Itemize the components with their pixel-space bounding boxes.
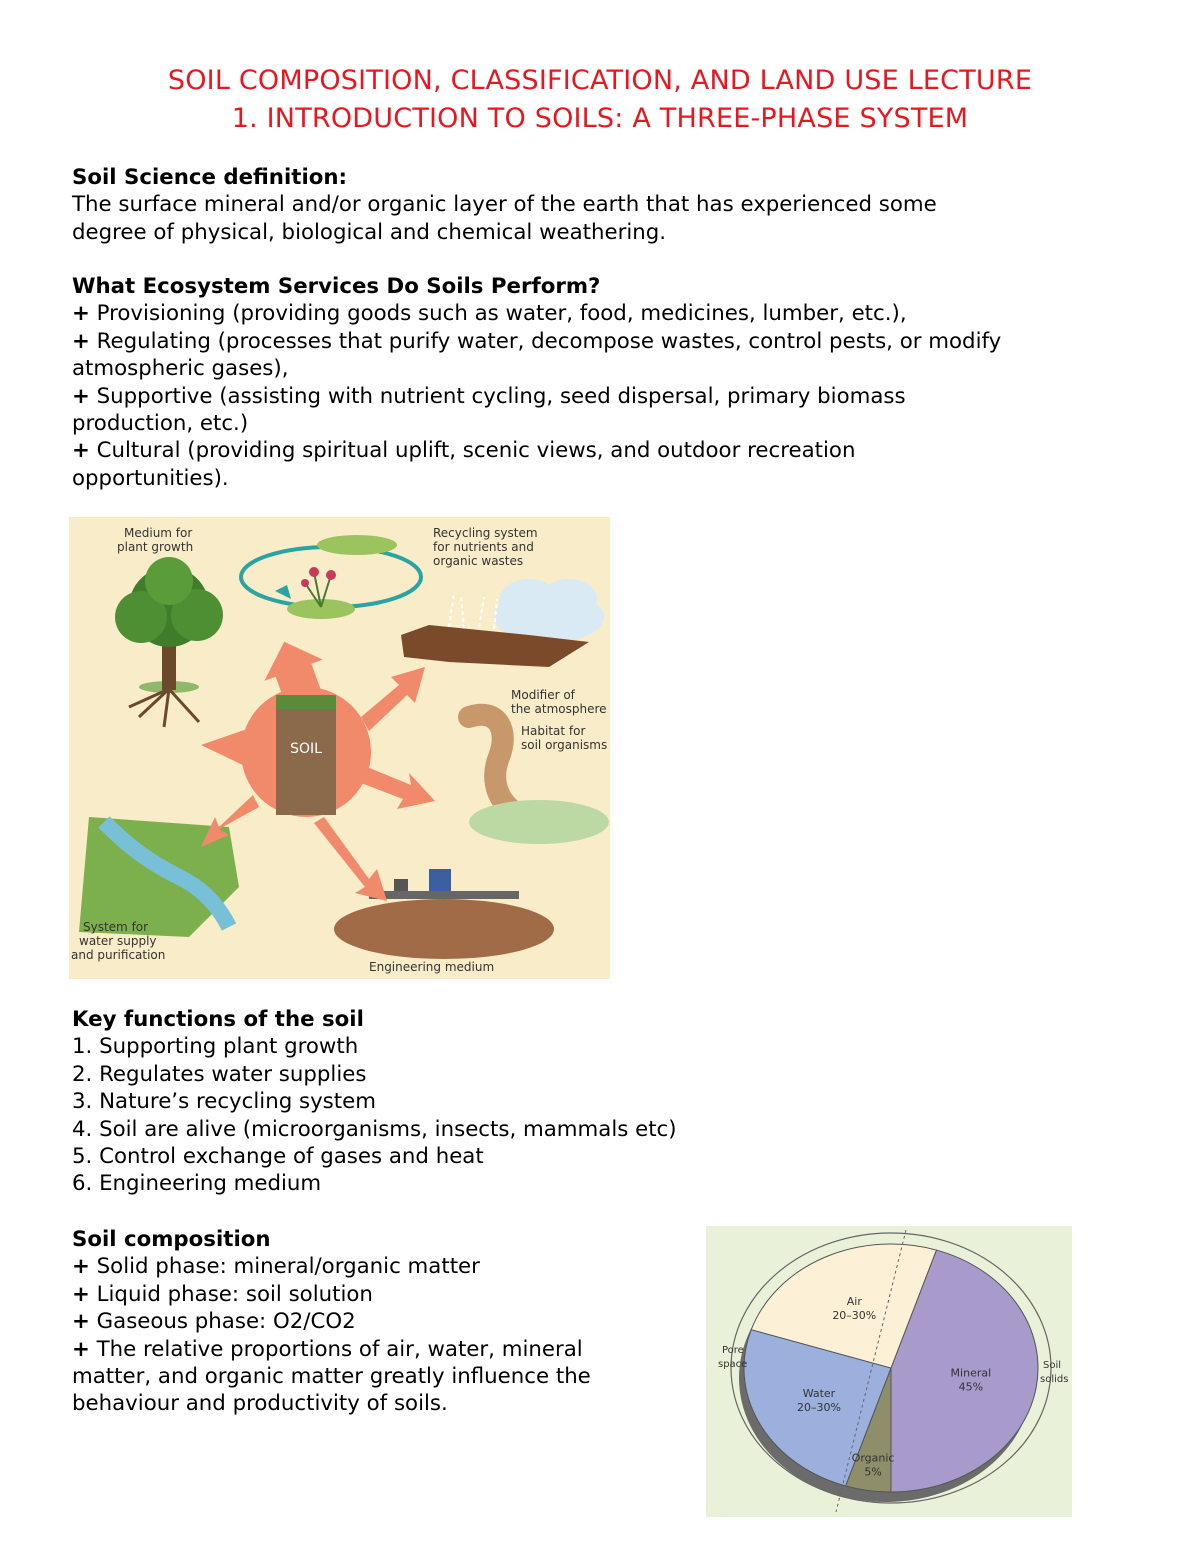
definition-text-line-1: The surface mineral and/or organic layer of the earth that has experienced some bbox=[72, 192, 937, 218]
pie-label-air: Air bbox=[846, 1295, 862, 1309]
pie-value-label-water: 20–30% bbox=[796, 1400, 841, 1414]
definition-heading: Soil Science definition: bbox=[72, 165, 348, 190]
composition-item: + Liquid phase: soil solution bbox=[72, 1281, 373, 1307]
key-functions-section bbox=[72, 1006, 772, 1198]
label-water-3: and purification bbox=[71, 948, 166, 962]
key-function-item: 1. Supporting plant growth bbox=[72, 1034, 359, 1060]
pore-space-label-1: Pore bbox=[722, 1345, 744, 1356]
composition-heading: Soil composition bbox=[72, 1227, 271, 1252]
pore-space-label-2: space bbox=[718, 1359, 748, 1370]
ecosystem-item-continuation: opportunities). bbox=[72, 465, 229, 491]
key-function-item: 3. Nature’s recycling system bbox=[72, 1089, 376, 1115]
label-recycling-3: organic wastes bbox=[433, 554, 524, 568]
pie-label-water: Water bbox=[802, 1386, 836, 1400]
plus-icon: + bbox=[72, 383, 90, 409]
soil-solids-label-1: Soil bbox=[1043, 1360, 1062, 1371]
label-habitat-2: soil organisms bbox=[521, 738, 608, 752]
pie-label-mineral: Mineral bbox=[950, 1366, 992, 1380]
pie-value-label-organic: 5% bbox=[864, 1465, 882, 1479]
soil-functions-illustration bbox=[69, 517, 610, 979]
ecosystem-services-section bbox=[72, 273, 1152, 492]
plus-icon: + bbox=[72, 301, 90, 327]
label-recycling-2: for nutrients and bbox=[433, 540, 534, 554]
gas-exchange-arrows-icon bbox=[449, 592, 497, 629]
ecosystem-heading: What Ecosystem Services Do Soils Perform? bbox=[72, 274, 601, 299]
definition-section bbox=[72, 164, 1152, 246]
tree-icon bbox=[115, 557, 223, 727]
label-habitat-1: Habitat for bbox=[521, 724, 586, 738]
composition-item-continuation: behaviour and productivity of soils. bbox=[72, 1391, 448, 1417]
key-function-item: 2. Regulates water supplies bbox=[72, 1061, 367, 1087]
ecosystem-item: + Supportive (assisting with nutrient cycling, seed dispersal, primary biomass bbox=[72, 383, 906, 409]
key-functions-heading: Key functions of the soil bbox=[72, 1007, 364, 1032]
soil-composition-section bbox=[72, 1226, 672, 1418]
plus-icon: + bbox=[72, 1336, 90, 1362]
soil-label: SOIL bbox=[290, 741, 322, 757]
ecosystem-item: + Provisioning (providing goods such as water, food, medicines, lumber, etc.), bbox=[72, 301, 907, 327]
label-atmosphere-1: Modifier of bbox=[511, 688, 575, 702]
document-title-line-2: 1. INTRODUCTION TO SOILS: A THREE-PHASE SYSTEM bbox=[231, 103, 969, 134]
flower-plant-icon bbox=[287, 567, 355, 619]
soil-composition-pie-chart bbox=[706, 1226, 1072, 1517]
ecosystem-item-continuation: atmospheric gases), bbox=[72, 356, 289, 382]
label-water-1: System for bbox=[83, 920, 149, 934]
plus-icon: + bbox=[72, 1254, 90, 1280]
composition-item: + Gaseous phase: O2/CO2 bbox=[72, 1309, 356, 1335]
plus-icon: + bbox=[72, 1281, 90, 1307]
plus-icon: + bbox=[72, 328, 90, 354]
key-function-item: 4. Soil are alive (microorganisms, insects, mammals etc) bbox=[72, 1116, 677, 1142]
document-title-line-1: SOIL COMPOSITION, CLASSIFICATION, AND LAND USE LECTURE bbox=[167, 65, 1033, 96]
pie-value-label-mineral: 45% bbox=[958, 1380, 984, 1394]
key-function-item: 6. Engineering medium bbox=[72, 1171, 322, 1197]
pie-value-label-air: 20–30% bbox=[832, 1309, 877, 1323]
label-engineering: Engineering medium bbox=[369, 960, 495, 974]
label-recycling-1: Recycling system bbox=[433, 526, 538, 540]
composition-item: + The relative proportions of air, water, mineral bbox=[72, 1336, 583, 1362]
plus-icon: + bbox=[72, 1309, 90, 1335]
composition-item: + Solid phase: mineral/organic matter bbox=[72, 1254, 480, 1280]
soil-functions-figure bbox=[69, 517, 610, 979]
soil-composition-chart-figure bbox=[706, 1226, 1072, 1517]
label-plant-growth-2: plant growth bbox=[117, 540, 194, 554]
label-water-2: water supply bbox=[79, 934, 157, 948]
grass-icon bbox=[317, 535, 397, 555]
ecosystem-item: + Regulating (processes that purify water, decompose wastes, control pests, or modify bbox=[72, 328, 1002, 354]
key-function-item: 5. Control exchange of gases and heat bbox=[72, 1144, 484, 1170]
label-atmosphere-2: the atmosphere bbox=[511, 702, 607, 716]
composition-item-continuation: matter, and organic matter greatly influence the bbox=[72, 1364, 591, 1390]
pie-label-organic: Organic bbox=[851, 1451, 895, 1465]
definition-text-line-2: degree of physical, biological and chemical weathering. bbox=[72, 219, 667, 245]
ecosystem-item: + Cultural (providing spiritual uplift, scenic views, and outdoor recreation bbox=[72, 438, 856, 464]
ecosystem-item-continuation: production, etc.) bbox=[72, 411, 249, 437]
label-plant-growth-1: Medium for bbox=[124, 526, 193, 540]
soil-solids-label-2: solids bbox=[1040, 1374, 1069, 1385]
plus-icon: + bbox=[72, 438, 90, 464]
